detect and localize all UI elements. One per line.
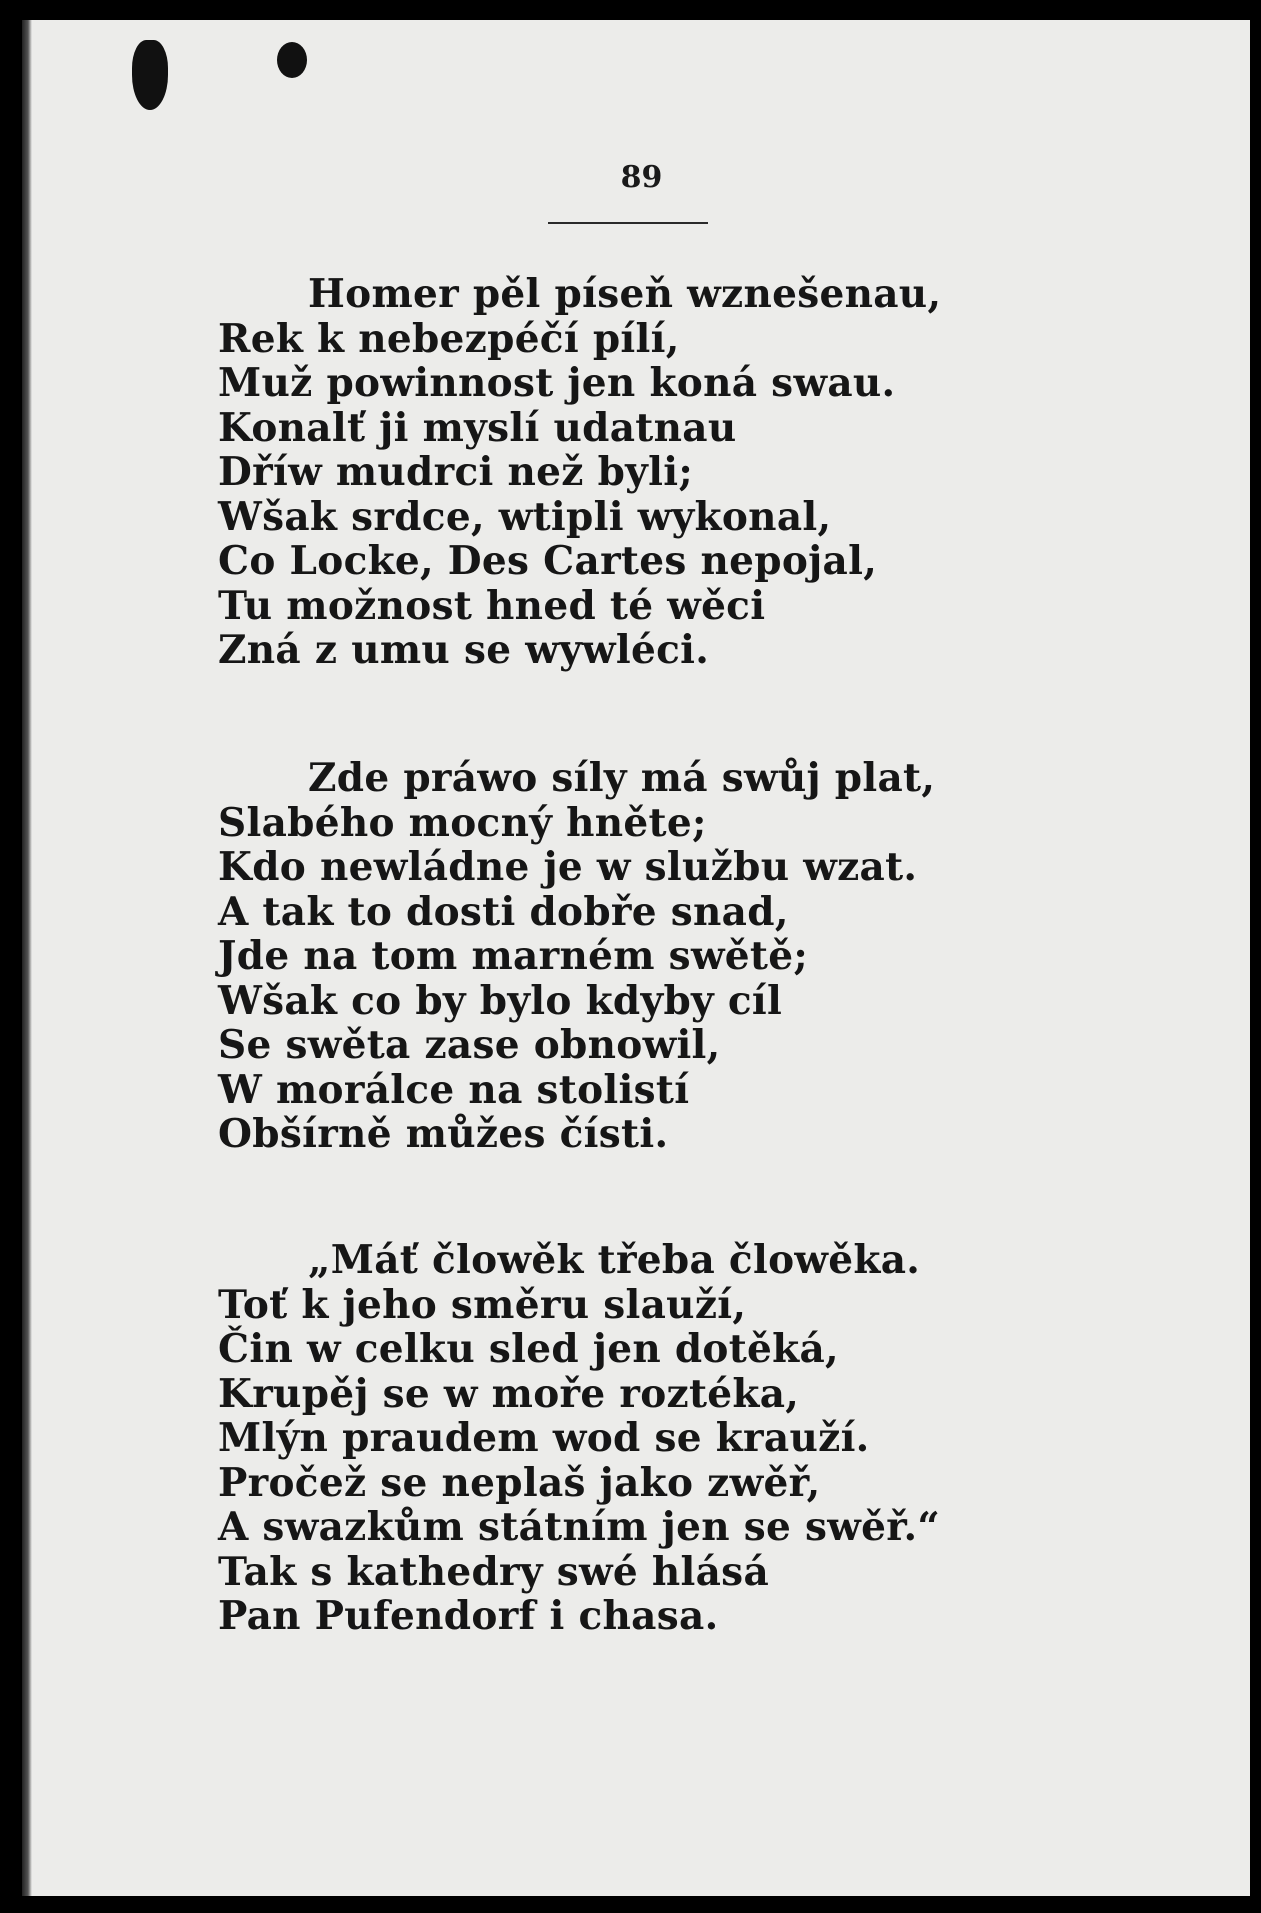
stanza-3 [218,1238,940,1639]
poem-line: Jde na tom marném swětě; [218,933,809,979]
poem-line: Tu možnost hned té wěci [218,582,766,629]
poem-line: Wšak co by bylo kdyby cíl [218,977,783,1024]
poem-line: Zde práwo síly má swůj plat, [308,755,936,801]
page-number: 89 [620,160,663,195]
page-binding-edge [22,20,32,1896]
poem-line: Slabého mocný hněte; [218,799,707,846]
poem-line: Muž powinnost jen koná swau. [218,360,896,406]
poem-line: Kdo newládne je w službu wzat. [218,844,918,890]
poem-line: Čin w celku sled jen dotěká, [218,1326,839,1372]
poem-line: Co Locke, Des Cartes nepojal, [218,538,878,584]
poem-line: Mlýn praudem wod se krauží. [218,1415,870,1461]
header-rule [548,222,708,224]
poem-line: Obšírně můžes čísti. [218,1111,669,1157]
poem-line: „Máť člowěk třeba člowěka. [308,1237,921,1283]
stanza-1 [218,272,941,673]
poem-line: Pan Pufendorf i chasa. [218,1593,719,1639]
poem-line: A tak to dosti dobře snad, [218,888,789,935]
poem-line: Zná z umu se wywléci. [218,627,710,673]
poem-line: Rek k nebezpéčí pílí, [218,315,680,362]
poem-line: A swazkům státním jen se swěř.“ [218,1504,941,1550]
poem-line: Homer pěl píseň wznešenau, [308,271,942,317]
poem-line: Toť k jeho směru slauží, [218,1281,747,1328]
poem-line: W morálce na stolistí [218,1066,690,1113]
poem-line: Konalť ji myslí udatnau [218,404,737,451]
poem-line: Wšak srdce, wtipli wykonal, [218,493,832,540]
poem-line: Tak s kathedry swé hlásá [218,1548,770,1595]
ink-blot [132,40,168,110]
poem-line: Krupěj se w moře roztéka, [218,1370,800,1417]
poem-line: Se swěta zase obnowil, [218,1022,721,1068]
poem-line: Dříw mudrci než byli; [218,449,694,495]
ink-blot [277,42,307,78]
stanza-2 [218,756,935,1157]
poem-line: Pročež se neplaš jako zwěř, [218,1459,821,1506]
